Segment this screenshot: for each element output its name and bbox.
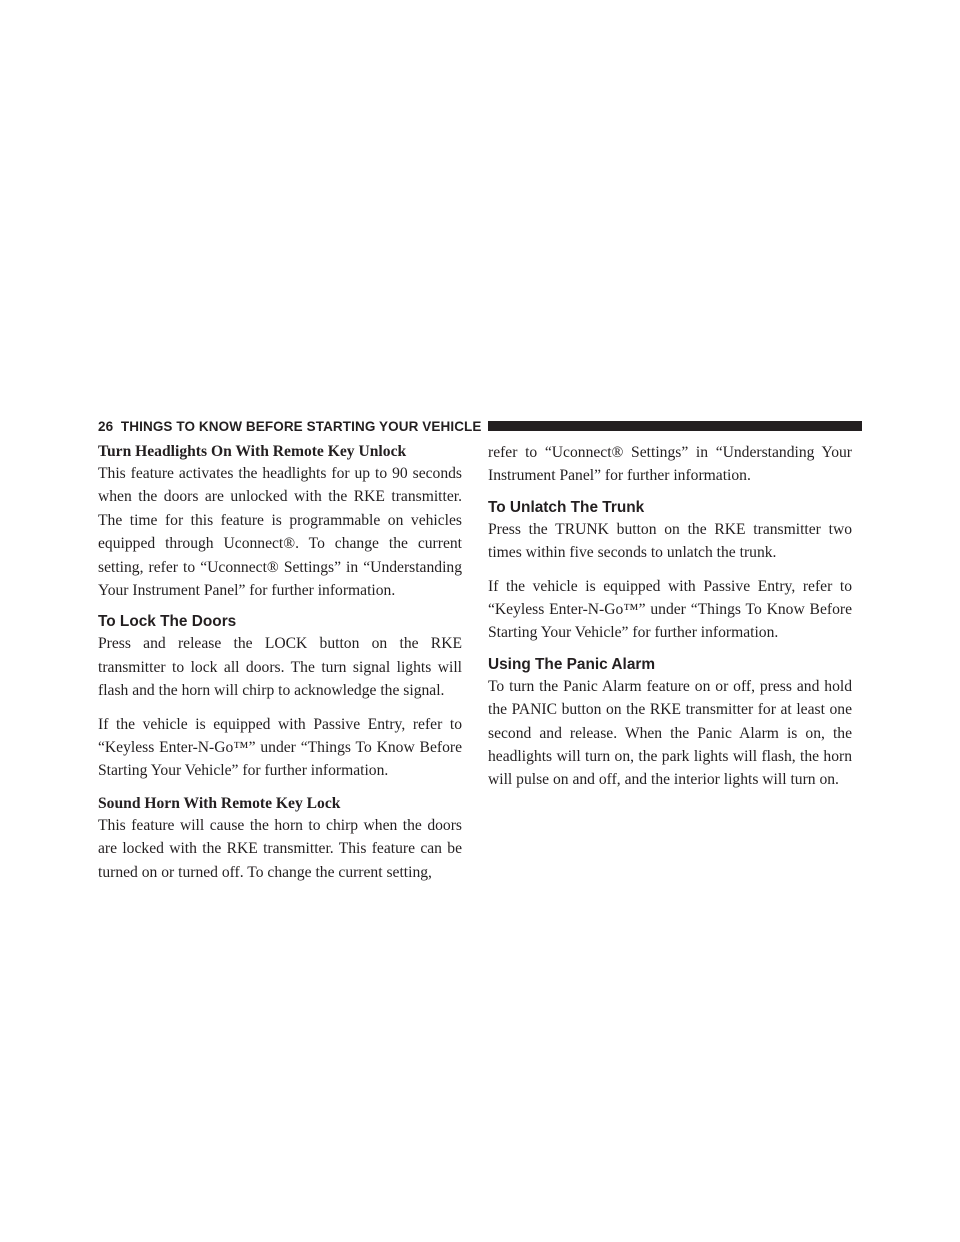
lock-doors-body-1: Press and release the LOCK button on the RKE transmitter to lock all doors. The turn signal lights will flash and the horn will chirp to acknowledge the signal.: [98, 635, 462, 700]
lock-doors-body-2: If the vehicle is equipped with Passive Entry, refer to “Keyless Enter-N-Go™” under “Things To Know Before Starting Your Vehicle” for further information.: [98, 715, 462, 780]
panic-alarm-body: To turn the Panic Alarm feature on or off, press and hold the PANIC button on the RKE transmitter for at least one second and release. When the Panic Alarm is on, the headlights will turn on, the park lights will flash, the horn will pulse on and off, and the interior lights will turn on.: [488, 677, 852, 789]
unlatch-trunk-heading: To Unlatch The Trunk: [488, 498, 645, 516]
sound-horn-body-continued: refer to “Uconnect® Settings” in “Understanding Your Instrument Panel” for further information.: [488, 444, 852, 485]
headlights-body: This feature activates the headlights for up to 90 seconds when the doors are unlocked with the RKE transmitter. The time for this feature is programmable on vehicles equipped through Uconnect®. To change the current setting, refer to “Uconnect® Settings” in “Understanding Your Instrument Panel” for further information.: [98, 465, 462, 600]
lock-doors-heading: To Lock The Doors: [98, 613, 237, 631]
left-column: [98, 441, 462, 884]
spacer: [113, 419, 121, 434]
header-rule: [488, 421, 863, 431]
unlatch-trunk-body-2: If the vehicle is equipped with Passive Entry, refer to “Keyless Enter-N-Go™” under “Things To Know Before Starting Your Vehicle” for further information.: [488, 577, 852, 642]
panic-alarm-heading: Using The Panic Alarm: [488, 655, 656, 673]
sound-horn-body: This feature will cause the horn to chirp when the doors are locked with the RKE transmitter. This feature can be turned on or turned off. To change the current setting,: [98, 816, 462, 881]
headlights-heading: Turn Headlights On With Remote Key Unlock: [98, 443, 407, 460]
page-header: [98, 416, 862, 436]
right-column: [488, 441, 852, 792]
page-number: 26: [98, 418, 114, 434]
sound-horn-heading: Sound Horn With Remote Key Lock: [98, 794, 341, 812]
section-title: THINGS TO KNOW BEFORE STARTING YOUR VEHICLE: [120, 418, 482, 434]
unlatch-trunk-body-1: Press the TRUNK button on the RKE transmitter two times within five seconds to unlatch the trunk.: [488, 520, 852, 562]
